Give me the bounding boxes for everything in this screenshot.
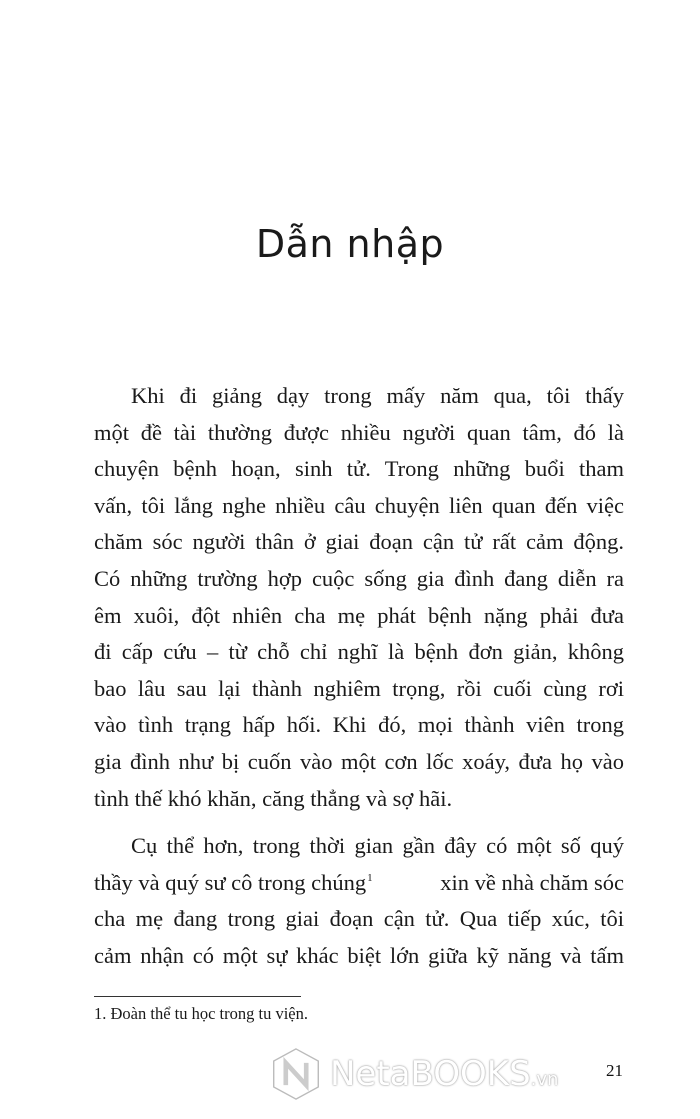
- footnote: 1. Đoàn thể tu học trong tu viện.: [94, 1004, 309, 1023]
- text-line: cảm nhận có một sự khác biệt lớn giữa kỹ năng và tấm: [94, 942, 624, 968]
- netabooks-logo-icon: [270, 1046, 322, 1102]
- watermark: [270, 1046, 558, 1102]
- text-line: một đề tài thường được nhiều người quan tâm, đó là: [94, 419, 624, 445]
- text-line: cha mẹ đang trong giai đoạn cận tử. Qua tiếp xúc, tôi: [94, 906, 624, 932]
- watermark-brand: NetaBOOKS: [330, 1054, 531, 1094]
- text-line: đi cấp cứu – từ chỗ chỉ nghĩ là bệnh đơn giản, không: [94, 639, 624, 665]
- page-number: 21: [606, 1061, 623, 1080]
- footnote-ref[interactable]: 1: [367, 871, 373, 884]
- footnote-divider: [94, 996, 301, 997]
- text-line: gia đình như bị cuốn vào một cơn lốc xoáy, đưa họ vào: [94, 748, 624, 774]
- text-line: bao lâu sau lại thành nghiêm trọng, rồi cuối cùng rơi: [94, 675, 624, 701]
- text-line: Có những trường hợp cuộc sống gia đình đang diễn ra: [94, 565, 624, 591]
- paragraph-1: [94, 378, 624, 817]
- text-line: chuyện bệnh hoạn, sinh tử. Trong những buổi tham: [94, 456, 624, 482]
- text-line: Khi đi giảng dạy trong mấy năm qua, tôi thấy: [131, 383, 624, 408]
- text-line: vào tình trạng hấp hối. Khi đó, mọi thành viên trong: [94, 712, 624, 738]
- text-fragment: thầy và quý sư cô trong chúng: [94, 869, 367, 895]
- text-line: vấn, tôi lắng nghe nhiều câu chuyện liên quan đến việc: [94, 492, 624, 518]
- text-line-with-footnote: [94, 865, 624, 902]
- text-line: tình thế khó khăn, căng thẳng và sợ hãi.: [94, 785, 453, 811]
- text-fragment: xin về nhà chăm sóc: [440, 869, 624, 895]
- watermark-text: [330, 1054, 558, 1094]
- chapter-title: Dẫn nhập: [255, 222, 445, 266]
- text-line: Cụ thể hơn, trong thời gian gần đây có một số quý: [131, 833, 624, 858]
- watermark-suffix: .vn: [530, 1069, 559, 1090]
- text-line: êm xuôi, đột nhiên cha mẹ phát bệnh nặng phải đưa: [94, 602, 624, 628]
- text-line: chăm sóc người thân ở giai đoạn cận tử rất cảm động.: [94, 529, 624, 555]
- paragraph-2: [94, 828, 624, 974]
